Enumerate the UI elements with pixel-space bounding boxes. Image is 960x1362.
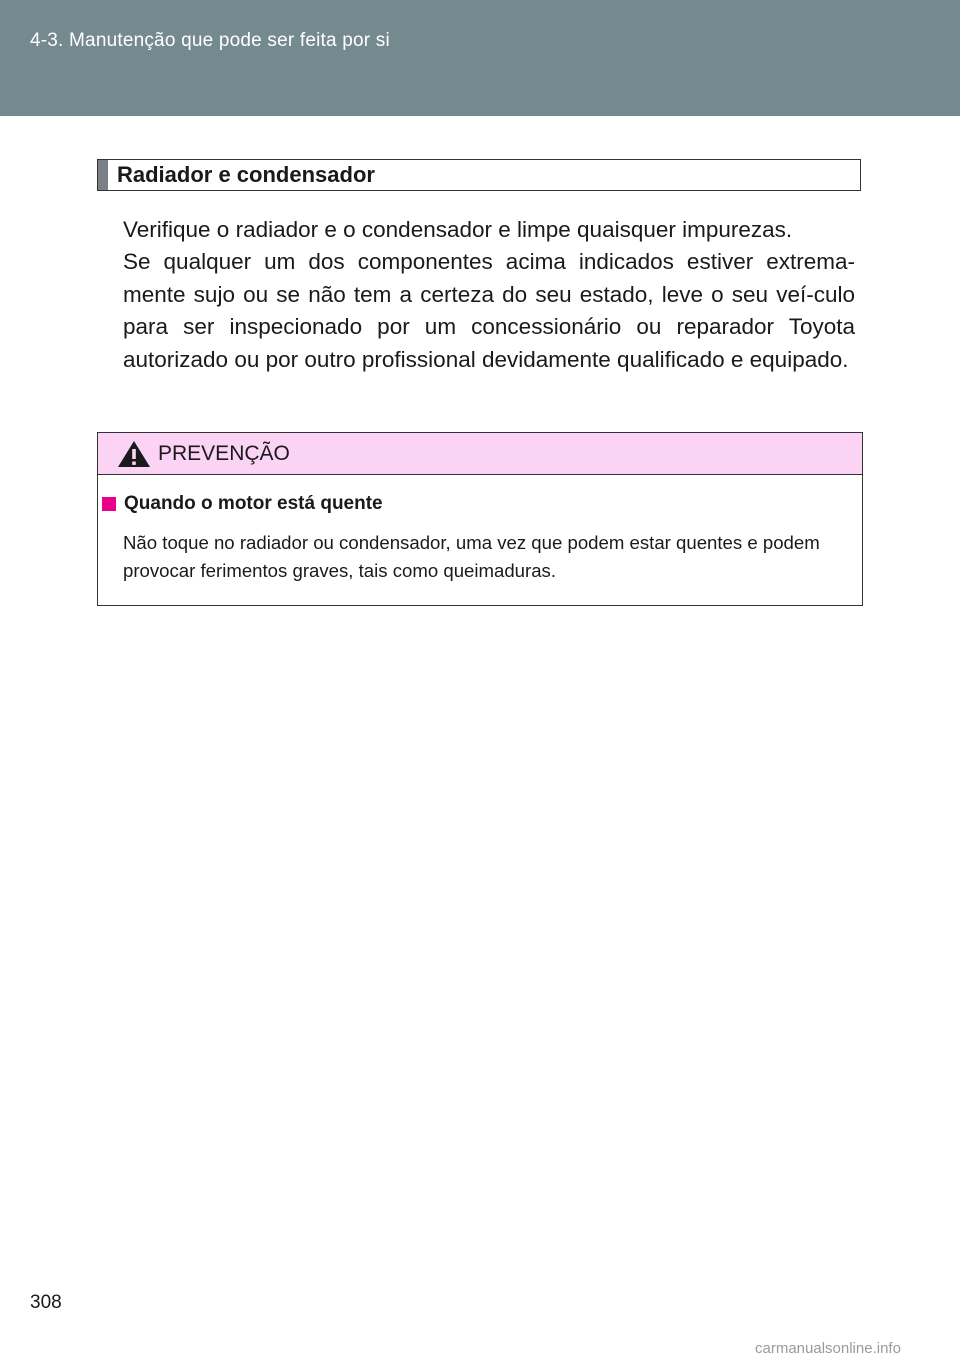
paragraph: Se qualquer um dos componentes acima indicados estiver extrema-mente sujo ou se não tem a certeza do seu estado, leve o seu veí-culo para ser inspecionado por um concessionário ou reparador Toyota autorizado ou por outro profissional devidamente qualificado e equipado. — [123, 249, 855, 372]
caution-text: Não toque no radiador ou condensador, uma vez que podem estar quentes e podem provocar ferimentos graves, tais como queimaduras. — [123, 532, 820, 581]
watermark: carmanualsonline.info — [755, 1340, 901, 1357]
caution-box — [97, 432, 863, 606]
caution-header — [98, 433, 862, 475]
subsection-heading-text: Radiador e condensador — [117, 162, 375, 187]
caution-subheading — [102, 493, 383, 515]
section-title: 4-3. Manutenção que pode ser feita por si — [30, 30, 390, 51]
paragraph: Verifique o radiador e o condensador e limpe quaisquer impurezas. — [123, 217, 793, 242]
warning-triangle-icon — [116, 439, 152, 469]
heading-accent-bar — [98, 160, 108, 190]
page-number: 308 — [30, 1292, 62, 1313]
caution-subheading-text: Quando o motor está quente — [124, 493, 383, 514]
caution-title: PREVENÇÃO — [158, 441, 290, 465]
header-band — [0, 0, 960, 116]
square-bullet-icon — [102, 497, 116, 511]
body-text — [123, 214, 855, 376]
subsection-heading — [97, 159, 861, 191]
